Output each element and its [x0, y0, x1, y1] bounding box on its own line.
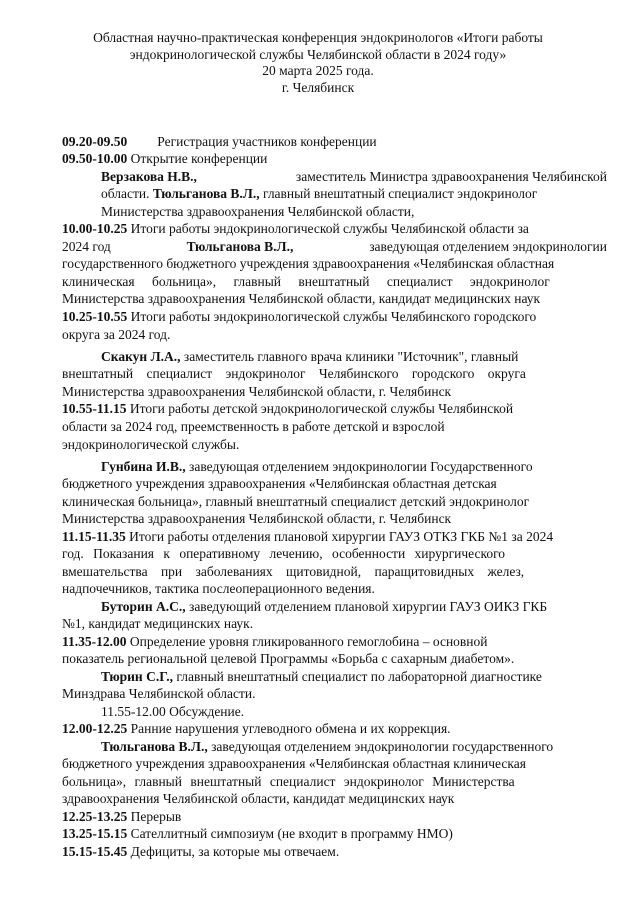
speaker-role: заведующая отделением эндокринологии [369, 239, 607, 254]
speaker-line: государственного бюджетного учреждения здравоохранения «Челябинская областная [62, 256, 555, 271]
speaker-line [101, 739, 607, 755]
speaker-line [101, 349, 607, 365]
item-title: Сателлитный симпозиум (не входит в программу НМО) [130, 826, 453, 841]
speaker-line [101, 599, 607, 615]
speaker-line [62, 239, 607, 255]
program-item-title: год. Показания к оперативному лечению, особенности хирургического [62, 546, 506, 561]
speaker-name: Тюльганова В.Л., [186, 239, 294, 254]
item-title: Дефициты, за которые мы отвечаем. [130, 844, 340, 859]
speaker-line: здравоохранения Челябинской области, кандидат медицинских наук [62, 791, 455, 806]
program-item-deficits [62, 844, 339, 860]
speaker-role: заведующая отделением эндокринологии государственного [211, 739, 554, 754]
program-item-title: области за 2024 год, преемственность в работе детской и взрослой [62, 419, 445, 434]
time-slot: 10.00-10.25 [62, 221, 128, 236]
speaker-line: Министерства здравоохранения Челябинской области, кандидат медицинских наук [62, 291, 541, 306]
speaker-line: клиническая больница», главный внештатный специалист эндокринолог [62, 274, 550, 289]
speaker-line: бюджетного учреждения здравоохранения «Челябинская областная детская [62, 476, 497, 491]
time-slot: 10.25-10.55 [62, 309, 128, 324]
item-title: Итоги работы эндокринологической службы Челябинского городского [130, 309, 537, 324]
time-slot: 12.25-13.25 [62, 809, 128, 824]
speaker-name: Гунбина И.В., [101, 459, 186, 474]
item-title: 2024 год [62, 239, 111, 254]
item-title: Итоги работы эндокринологической службы Челябинской области за [130, 221, 529, 236]
speaker-line: внештатный специалист эндокринолог Челябинского городского округа [62, 366, 526, 381]
program-item-title [62, 634, 488, 650]
item-title: Открытие конференции [130, 151, 268, 166]
time-slot: 13.25-15.15 [62, 826, 128, 841]
speaker-role: заведующий отделением плановой хирургии ГАУЗ ОИКЗ ГКБ [188, 599, 548, 614]
program-item-title: показатель региональной целевой Программы «Борьба с сахарным диабетом». [62, 651, 515, 666]
speaker-line: №1, кандидат медицинских наук. [62, 616, 254, 631]
program-item-title: округа за 2024 год. [62, 327, 171, 342]
program-item-title [62, 309, 536, 325]
time-slot: 11.15-11.35 [62, 529, 126, 544]
discussion-line: 11.55-12.00 Обсуждение. [101, 704, 245, 719]
item-title: Итоги работы отделения плановой хирургии ГАУЗ ОТКЗ ГКБ №1 за 2024 [129, 529, 554, 544]
program-item-break [62, 809, 181, 825]
speaker-role: главный внештатный специалист эндокринолог [262, 186, 538, 201]
speaker-name: Скакун Л.А., [101, 349, 181, 364]
speaker-line: Минздрава Челябинской области. [62, 686, 256, 701]
time-slot: 10.55-11.15 [62, 401, 127, 416]
item-title: Ранние нарушения углеводного обмена и их коррекция. [130, 721, 451, 736]
speaker-line [101, 459, 607, 475]
program-item-title [62, 721, 451, 737]
time-slot: 15.15-15.45 [62, 844, 128, 859]
item-title: Регистрация участников конференции [157, 134, 377, 149]
item-title: Определение уровня гликированного гемоглобина – основной [129, 634, 488, 649]
speaker-name: Буторин А.С., [101, 599, 186, 614]
header-line: эндокринологической службы Челябинской области в 2024 году» [129, 46, 507, 62]
speaker-role: главный внештатный специалист по лабораторной диагностике [176, 669, 542, 684]
speaker-name: Верзакова Н.В., [101, 169, 197, 184]
speaker-line: клиническая больница», главный внештатный специалист детский эндокринолог [62, 494, 530, 509]
speaker-role: заведующая отделением эндокринологии Государственного [189, 459, 533, 474]
speaker-line: Министерства здравоохранения Челябинской области, [101, 204, 415, 219]
header-line: Областная научно-практическая конференция эндокринологов «Итоги работы [93, 30, 543, 45]
program-item-title: надпочечников, тактика послеоперационного ведения. [62, 581, 375, 596]
speaker-line: больница», главный внештатный специалист эндокринолог Министерства [62, 774, 515, 789]
speaker-line [101, 669, 607, 685]
program-item-title [62, 529, 553, 545]
time-slot: 11.35-12.00 [62, 634, 127, 649]
speaker-line [101, 186, 537, 202]
speaker-line: Министерства здравоохранения Челябинской области, г. Челябинск [62, 384, 452, 399]
program-item-title: эндокринологической службы. [62, 437, 240, 452]
speaker-line: Министерства здравоохранения Челябинской области, г. Челябинск [62, 511, 452, 526]
program-item-title [62, 401, 513, 417]
speaker-name: Тюльганова В.Л., [101, 739, 208, 754]
speaker-name: Тюрин С.Г., [101, 669, 174, 684]
header-city: г. Челябинск [281, 79, 355, 95]
program-item-registration [62, 134, 377, 150]
program-item-opening [62, 151, 267, 167]
speaker-line [101, 169, 607, 185]
program-item-title [62, 221, 607, 237]
speaker-line: бюджетного учреждения здравоохранения «Челябинская областная клиническая [62, 756, 526, 771]
item-title: Итоги работы детской эндокринологической службы Челябинской [129, 401, 514, 416]
header-date: 20 марта 2025 года. [262, 63, 374, 78]
document-header [40, 30, 596, 96]
speaker-name: Тюльганова В.Л., [152, 186, 260, 201]
time-slot: 09.20-09.50 [62, 134, 128, 149]
speaker-role: области. [101, 186, 150, 201]
time-slot: 09.50-10.00 [62, 151, 128, 166]
item-title: Перерыв [130, 809, 182, 824]
program-item-satellite [62, 826, 453, 842]
speaker-role: заместитель главного врача клиники "Источник", главный [183, 349, 519, 364]
program-item-title: вмешательства при заболеваниях щитовидной, паращитовидных желез, [62, 564, 525, 579]
time-slot: 12.00-12.25 [62, 721, 128, 736]
speaker-role: заместитель Министра здравоохранения Челябинской [295, 169, 607, 184]
